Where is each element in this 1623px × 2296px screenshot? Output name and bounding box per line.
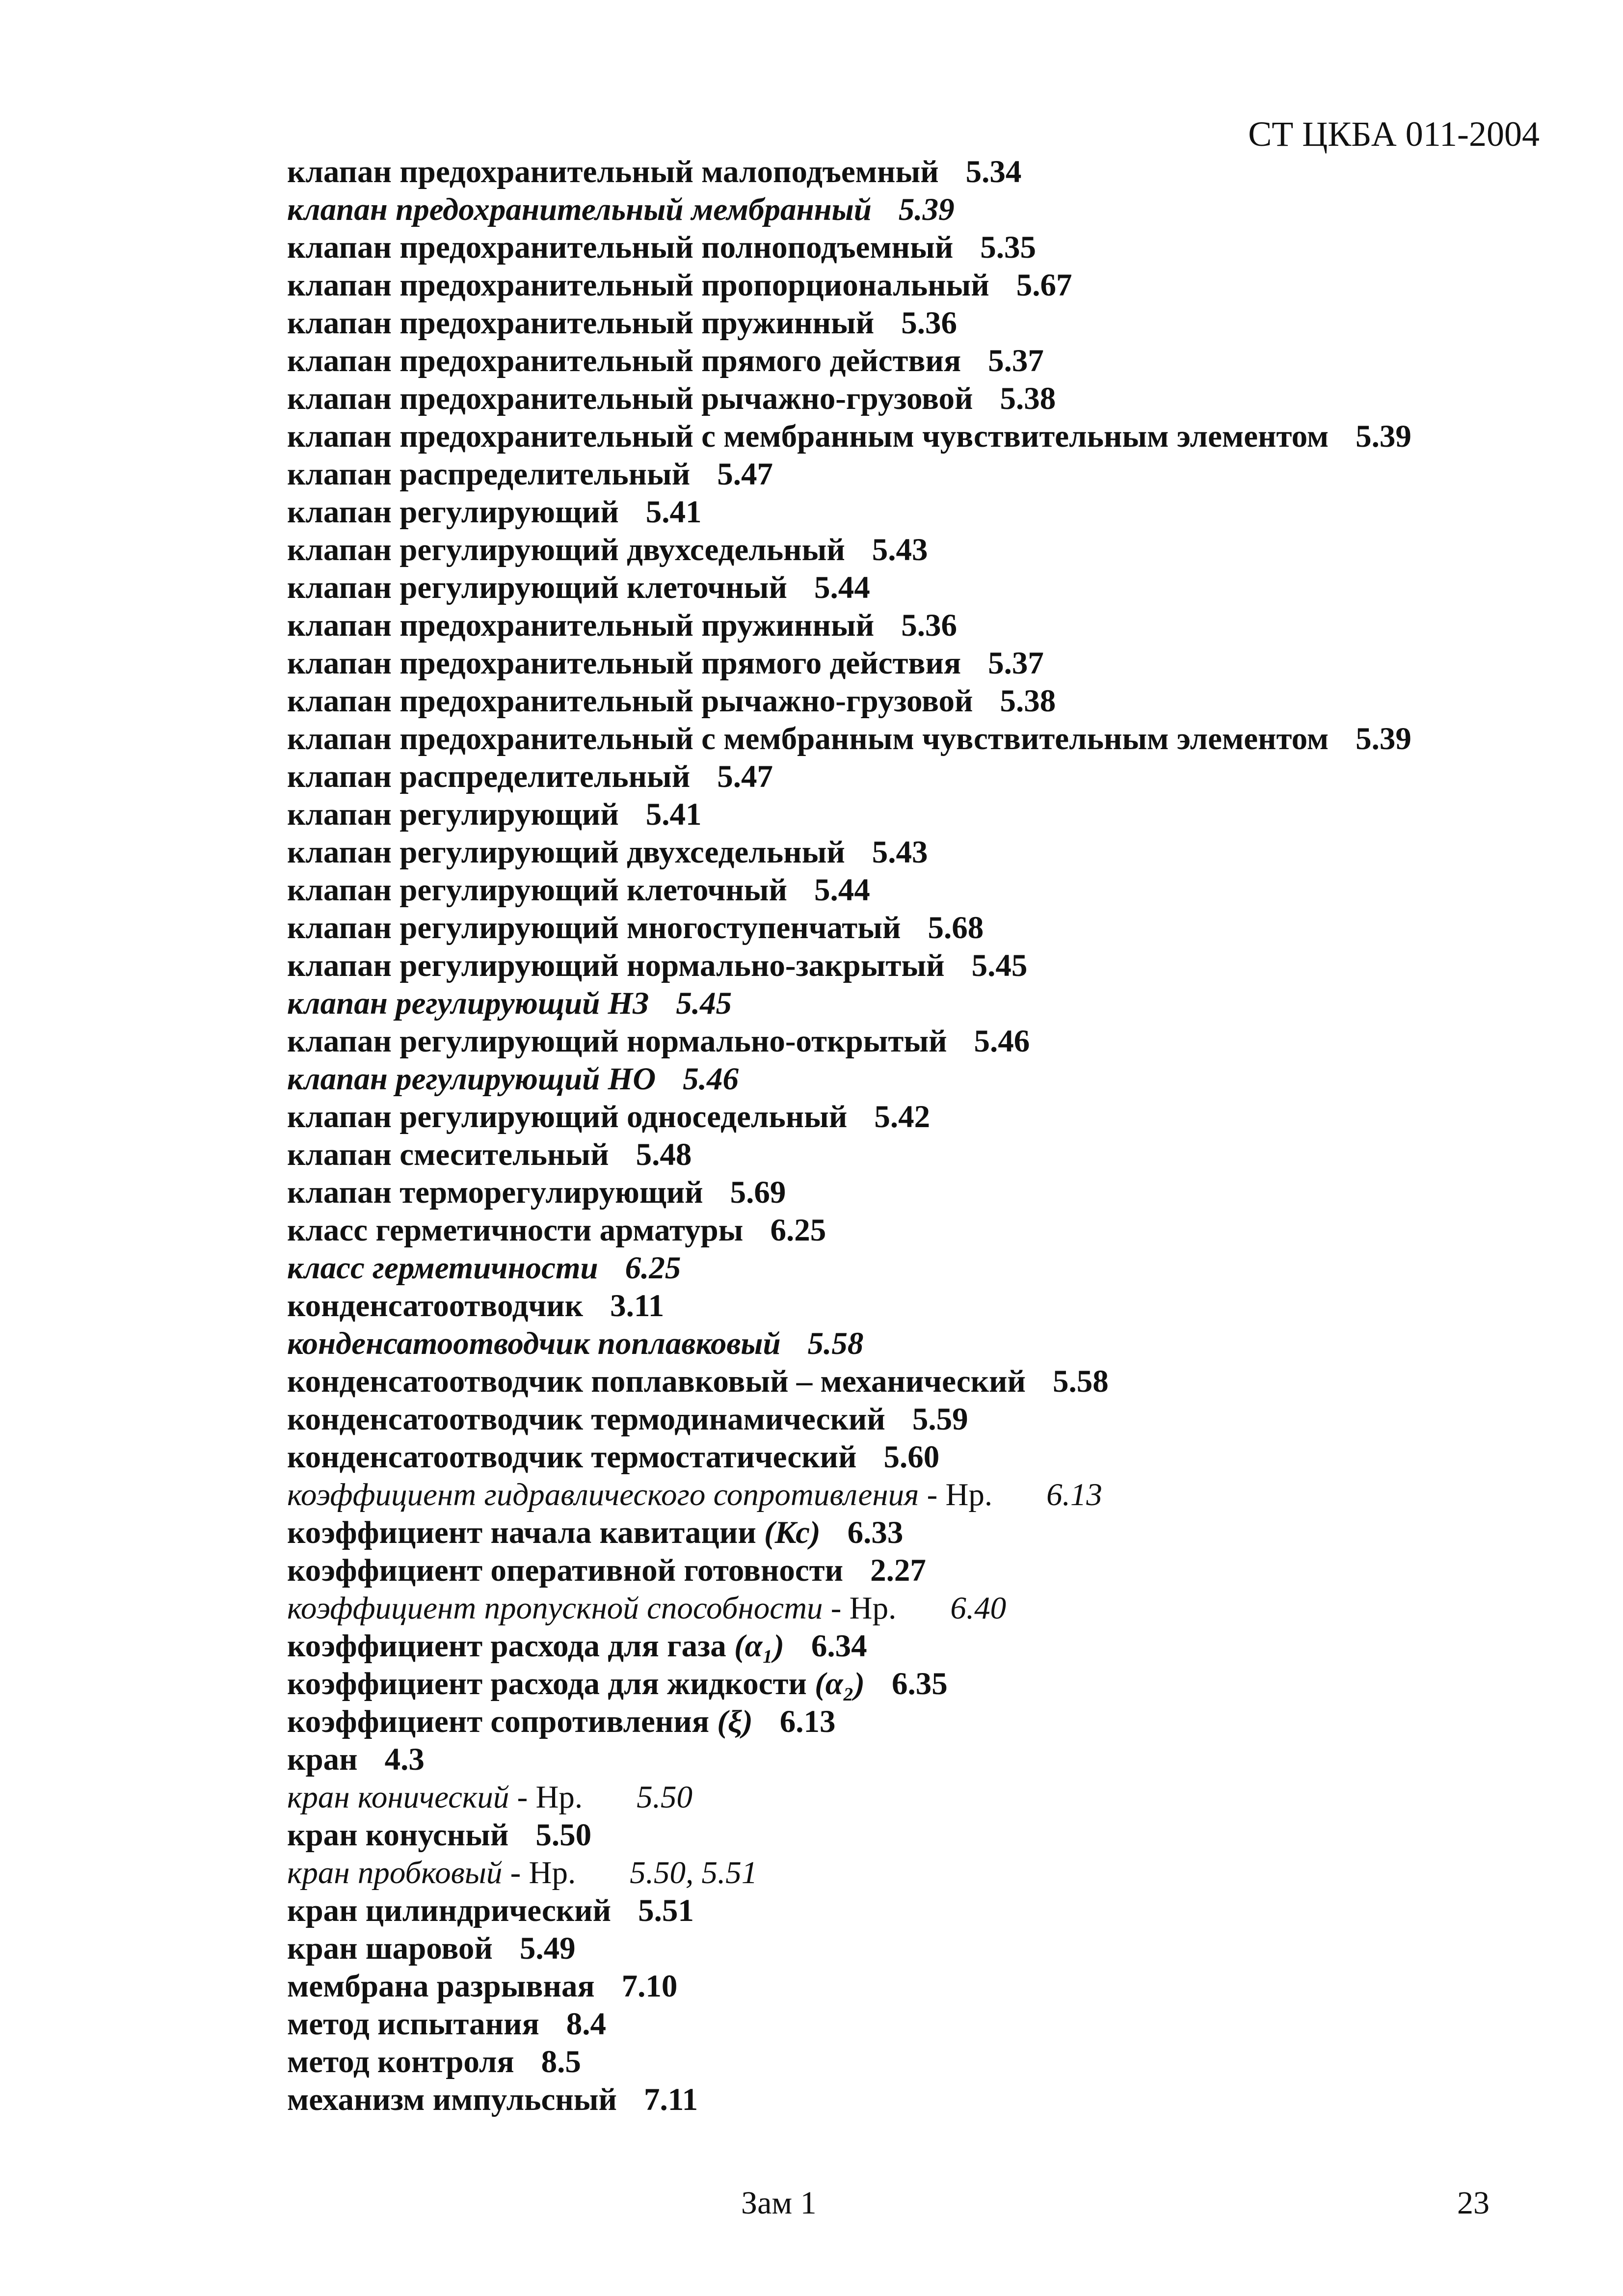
entry-clause-ref: 6.40 xyxy=(950,1591,1007,1626)
term-index-list xyxy=(287,153,1411,2119)
entry-term: коэффициент расхода для жидкости xyxy=(287,1666,807,1702)
entry-clause-ref: 5.48 xyxy=(636,1137,692,1172)
entry-clause-ref: 5.47 xyxy=(717,457,773,492)
entry-term: клапан предохранительный пружинный xyxy=(287,305,875,341)
index-entry xyxy=(287,1174,1411,1212)
index-entry xyxy=(287,1854,1411,1892)
index-entry xyxy=(287,1741,1411,1779)
index-entry xyxy=(287,1779,1411,1816)
index-entry xyxy=(287,1968,1411,2005)
index-entry xyxy=(287,607,1411,645)
entry-clause-ref: 5.44 xyxy=(814,872,870,908)
entry-clause-ref: 6.13 xyxy=(779,1704,836,1739)
entry-nonpreferred-note: - Нр. xyxy=(823,1591,897,1626)
entry-clause-ref: 5.43 xyxy=(872,835,928,870)
entry-clause-ref: 6.25 xyxy=(625,1250,681,1286)
index-entry xyxy=(287,1514,1411,1552)
entry-term: клапан предохранительный мембранный xyxy=(287,192,872,227)
entry-clause-ref: 2.27 xyxy=(870,1553,926,1588)
entry-term: коэффициент расхода для газа xyxy=(287,1628,726,1664)
entry-term: конденсатоотводчик термодинамический xyxy=(287,1402,885,1437)
index-entry xyxy=(287,418,1411,456)
entry-clause-ref: 8.5 xyxy=(541,2044,581,2080)
entry-term: клапан предохранительный малоподъемный xyxy=(287,154,939,189)
entry-symbol: (α₂) xyxy=(815,1666,865,1702)
entry-clause-ref: 5.46 xyxy=(683,1061,739,1097)
entry-term: кран цилиндрический xyxy=(287,1893,612,1928)
entry-term: клапан распределительный xyxy=(287,759,691,794)
entry-clause-ref: 5.69 xyxy=(730,1175,786,1210)
index-entry xyxy=(287,304,1411,342)
entry-clause-ref: 5.43 xyxy=(872,532,928,567)
entry-clause-ref: 3.11 xyxy=(610,1288,665,1324)
entry-term: клапан регулирующий нормально-открытый xyxy=(287,1024,947,1059)
entry-clause-ref: 5.41 xyxy=(645,797,702,832)
index-entry xyxy=(287,1136,1411,1174)
entry-clause-ref: 5.37 xyxy=(988,343,1044,378)
index-entry xyxy=(287,2081,1411,2119)
entry-clause-ref: 5.34 xyxy=(965,154,1022,189)
index-entry xyxy=(287,1552,1411,1590)
entry-term: клапан регулирующий клеточный xyxy=(287,570,787,605)
entry-term: клапан предохранительный рычажно-грузовой xyxy=(287,381,973,416)
index-entry xyxy=(287,153,1411,191)
entry-clause-ref: 5.36 xyxy=(901,608,957,643)
entry-term: клапан регулирующий двухседельный xyxy=(287,532,845,567)
entry-clause-ref: 5.46 xyxy=(974,1024,1030,1059)
index-entry xyxy=(287,191,1411,229)
entry-term: конденсатоотводчик поплавковый – механический xyxy=(287,1364,1026,1399)
index-entry xyxy=(287,985,1411,1023)
index-entry xyxy=(287,758,1411,796)
entry-term: кран xyxy=(287,1742,358,1777)
entry-clause-ref: 6.25 xyxy=(770,1213,826,1248)
entry-clause-ref: 5.45 xyxy=(676,986,732,1021)
entry-clause-ref: 5.60 xyxy=(883,1439,940,1475)
entry-clause-ref: 7.10 xyxy=(621,1969,678,2004)
index-entry xyxy=(287,1816,1411,1854)
entry-clause-ref: 5.47 xyxy=(717,759,773,794)
entry-term: клапан регулирующий НЗ xyxy=(287,986,649,1021)
entry-clause-ref: 5.36 xyxy=(901,305,957,341)
entry-term: клапан предохранительный пропорциональный xyxy=(287,268,989,303)
entry-term: кран шаровой xyxy=(287,1931,493,1966)
index-entry xyxy=(287,947,1411,985)
entry-term: клапан регулирующий xyxy=(287,797,619,832)
entry-term: конденсатоотводчик термостатический xyxy=(287,1439,857,1475)
entry-clause-ref: 5.50 xyxy=(535,1817,592,1853)
entry-term: коэффициент начала кавитации xyxy=(287,1515,756,1550)
entry-symbol: (ξ) xyxy=(717,1704,753,1739)
entry-clause-ref: 5.44 xyxy=(814,570,870,605)
index-entry xyxy=(287,1703,1411,1741)
entry-clause-ref: 5.49 xyxy=(519,1931,576,1966)
entry-term: конденсатоотводчик xyxy=(287,1288,584,1324)
entry-nonpreferred-note: - Нр. xyxy=(502,1855,576,1891)
entry-term: клапан регулирующий клеточный xyxy=(287,872,787,908)
entry-clause-ref: 5.67 xyxy=(1016,268,1072,303)
index-entry xyxy=(287,1287,1411,1325)
entry-term: клапан предохранительный полноподъемный xyxy=(287,230,954,265)
page-number: 23 xyxy=(1457,2185,1490,2221)
entry-term: клапан распределительный xyxy=(287,457,691,492)
entry-clause-ref: 6.35 xyxy=(892,1666,948,1702)
entry-term: коэффициент сопротивления xyxy=(287,1704,709,1739)
entry-clause-ref: 5.38 xyxy=(1000,381,1056,416)
index-entry xyxy=(287,1363,1411,1401)
entry-clause-ref: 5.42 xyxy=(874,1099,931,1134)
entry-term: класс герметичности xyxy=(287,1250,598,1286)
index-entry xyxy=(287,1401,1411,1438)
index-entry xyxy=(287,1023,1411,1060)
index-entry xyxy=(287,645,1411,682)
entry-clause-ref: 5.59 xyxy=(912,1402,968,1437)
entry-clause-ref: 5.50 xyxy=(637,1780,692,1815)
entry-clause-ref: 4.3 xyxy=(384,1742,425,1777)
index-entry xyxy=(287,456,1411,493)
index-entry xyxy=(287,493,1411,531)
index-entry xyxy=(287,871,1411,909)
entry-clause-ref: 8.4 xyxy=(566,2006,606,2042)
index-entry xyxy=(287,569,1411,607)
entry-term: коэффициент оперативной готовности xyxy=(287,1553,844,1588)
entry-term: клапан предохранительный прямого действия xyxy=(287,646,961,681)
entry-clause-ref: 6.13 xyxy=(1046,1477,1102,1513)
entry-clause-ref: 5.68 xyxy=(928,910,984,945)
index-entry xyxy=(287,380,1411,418)
entry-clause-ref: 5.45 xyxy=(971,948,1028,983)
entry-clause-ref: 5.51 xyxy=(638,1893,694,1928)
entry-term: кран конический xyxy=(287,1780,509,1815)
entry-clause-ref: 5.39 xyxy=(898,192,955,227)
entry-term: мембрана разрывная xyxy=(287,1969,595,2004)
entry-symbol: (α₁) xyxy=(734,1628,784,1664)
index-entry xyxy=(287,720,1411,758)
index-entry xyxy=(287,1665,1411,1703)
entry-clause-ref: 5.38 xyxy=(1000,683,1056,719)
index-entry xyxy=(287,1476,1411,1514)
entry-nonpreferred-note: - Нр. xyxy=(509,1780,583,1815)
entry-term: клапан предохранительный с мембранным чувствительным элементом xyxy=(287,721,1329,756)
entry-term: класс герметичности арматуры xyxy=(287,1213,744,1248)
index-entry xyxy=(287,834,1411,871)
index-entry xyxy=(287,1930,1411,1968)
entry-term: коэффициент пропускной способности xyxy=(287,1591,823,1626)
index-entry xyxy=(287,1098,1411,1136)
index-entry xyxy=(287,2005,1411,2043)
entry-term: метод испытания xyxy=(287,2006,539,2042)
index-entry xyxy=(287,1060,1411,1098)
entry-term: кран пробковый xyxy=(287,1855,503,1891)
index-entry xyxy=(287,229,1411,267)
revision-mark: Зам 1 xyxy=(741,2185,817,2221)
index-entry xyxy=(287,1325,1411,1363)
entry-term: клапан терморегулирующий xyxy=(287,1175,703,1210)
entry-term: клапан регулирующий односедельный xyxy=(287,1099,848,1134)
entry-term: клапан предохранительный рычажно-грузовой xyxy=(287,683,973,719)
entry-clause-ref: 5.39 xyxy=(1356,721,1411,756)
index-entry xyxy=(287,909,1411,947)
index-entry xyxy=(287,1892,1411,1930)
entry-clause-ref: 5.58 xyxy=(1052,1364,1109,1399)
index-entry xyxy=(287,796,1411,834)
entry-term: конденсатоотводчик поплавковый xyxy=(287,1326,781,1361)
entry-clause-ref: 6.34 xyxy=(811,1628,867,1664)
index-entry xyxy=(287,2043,1411,2081)
entry-term: клапан предохранительный с мембранным чувствительным элементом xyxy=(287,419,1329,454)
index-entry xyxy=(287,1627,1411,1665)
index-entry xyxy=(287,1438,1411,1476)
entry-symbol: (Кс) xyxy=(764,1515,821,1550)
entry-clause-ref: 5.58 xyxy=(807,1326,864,1361)
entry-term: клапан смесительный xyxy=(287,1137,609,1172)
index-entry xyxy=(287,342,1411,380)
entry-clause-ref: 6.33 xyxy=(847,1515,904,1550)
entry-term: коэффициент гидравлического сопротивления xyxy=(287,1477,919,1513)
entry-clause-ref: 5.50, 5.51 xyxy=(630,1855,758,1891)
entry-term: клапан регулирующий xyxy=(287,494,619,530)
index-entry xyxy=(287,531,1411,569)
entry-clause-ref: 5.39 xyxy=(1356,419,1411,454)
document-code: СТ ЦКБА 011-2004 xyxy=(1248,114,1540,154)
entry-clause-ref: 5.41 xyxy=(645,494,702,530)
entry-term: клапан регулирующий двухседельный xyxy=(287,835,845,870)
index-entry xyxy=(287,682,1411,720)
entry-term: метод контроля xyxy=(287,2044,514,2080)
index-entry xyxy=(287,1590,1411,1627)
index-entry xyxy=(287,267,1411,304)
entry-term: клапан регулирующий многоступенчатый xyxy=(287,910,901,945)
entry-term: клапан предохранительный прямого действия xyxy=(287,343,961,378)
entry-clause-ref: 5.37 xyxy=(988,646,1044,681)
entry-clause-ref: 5.35 xyxy=(980,230,1037,265)
entry-term: кран конусный xyxy=(287,1817,509,1853)
entry-term: клапан регулирующий нормально-закрытый xyxy=(287,948,945,983)
entry-term: клапан предохранительный пружинный xyxy=(287,608,875,643)
entry-term: клапан регулирующий НО xyxy=(287,1061,656,1097)
entry-term: механизм импульсный xyxy=(287,2082,617,2117)
index-entry xyxy=(287,1212,1411,1249)
entry-nonpreferred-note: - Нр. xyxy=(919,1477,993,1513)
index-entry xyxy=(287,1249,1411,1287)
entry-clause-ref: 7.11 xyxy=(644,2082,698,2117)
